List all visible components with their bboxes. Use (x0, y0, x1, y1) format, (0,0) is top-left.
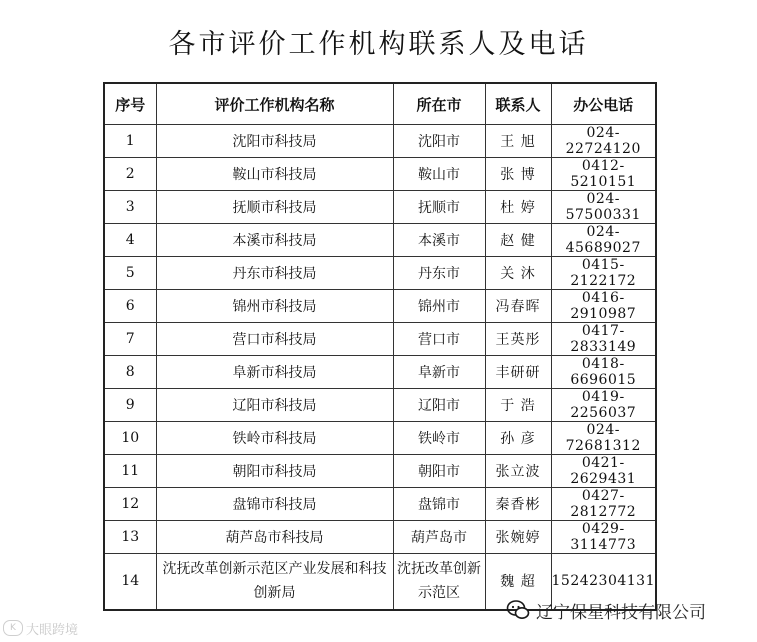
watermark-left-text: 大眼跨境 (26, 622, 79, 638)
row-index: 10 (104, 422, 156, 455)
org-name: 沈抚改革创新示范区产业发展和科技创新局 (156, 554, 393, 610)
org-name: 阜新市科技局 (156, 356, 393, 389)
contact-person: 赵 健 (485, 224, 551, 257)
watermark-logo-icon: K (3, 620, 23, 636)
city-name: 抚顺市 (393, 191, 485, 224)
city-name: 盘锦市 (393, 488, 485, 521)
city-name: 沈阳市 (393, 125, 485, 158)
header-phone: 办公电话 (551, 83, 656, 125)
city-name: 铁岭市 (393, 422, 485, 455)
table-row (104, 521, 656, 554)
office-phone: 0419-2256037 (551, 389, 656, 422)
table-row (104, 422, 656, 455)
contact-person: 秦香彬 (485, 488, 551, 521)
table-row (104, 125, 656, 158)
table-row (104, 191, 656, 224)
office-phone: 0417-2833149 (551, 323, 656, 356)
watermark-right (506, 597, 706, 623)
city-name: 鞍山市 (393, 158, 485, 191)
org-name: 辽阳市科技局 (156, 389, 393, 422)
table-header-row (104, 83, 656, 125)
contact-person: 张婉婷 (485, 521, 551, 554)
city-name: 营口市 (393, 323, 485, 356)
org-name: 葫芦岛市科技局 (156, 521, 393, 554)
city-name: 丹东市 (393, 257, 485, 290)
row-index: 2 (104, 158, 156, 191)
office-phone: 0421-2629431 (551, 455, 656, 488)
header-contact: 联系人 (485, 83, 551, 125)
watermark-left (3, 618, 78, 638)
office-phone: 0429-3114773 (551, 521, 656, 554)
header-index: 序号 (104, 83, 156, 125)
org-name: 盘锦市科技局 (156, 488, 393, 521)
org-name: 丹东市科技局 (156, 257, 393, 290)
city-name: 沈抚改革创新示范区 (393, 554, 485, 610)
contact-person: 张立波 (485, 455, 551, 488)
city-name: 辽阳市 (393, 389, 485, 422)
contacts-table (103, 82, 657, 611)
document-title: 各市评价工作机构联系人及电话 (168, 29, 589, 61)
org-name: 本溪市科技局 (156, 224, 393, 257)
header-org: 评价工作机构名称 (156, 83, 393, 125)
office-phone: 024-57500331 (551, 191, 656, 224)
office-phone: 024-45689027 (551, 224, 656, 257)
contact-person: 杜 婷 (485, 191, 551, 224)
org-name: 抚顺市科技局 (156, 191, 393, 224)
table-row (104, 356, 656, 389)
contact-person: 王英彤 (485, 323, 551, 356)
row-index: 8 (104, 356, 156, 389)
contact-person: 孙 彦 (485, 422, 551, 455)
row-index: 9 (104, 389, 156, 422)
row-index: 6 (104, 290, 156, 323)
city-name: 阜新市 (393, 356, 485, 389)
office-phone: 0415-2122172 (551, 257, 656, 290)
org-name: 沈阳市科技局 (156, 125, 393, 158)
city-name: 本溪市 (393, 224, 485, 257)
row-index: 5 (104, 257, 156, 290)
table-row (104, 257, 656, 290)
org-name: 铁岭市科技局 (156, 422, 393, 455)
row-index: 1 (104, 125, 156, 158)
org-name: 朝阳市科技局 (156, 455, 393, 488)
office-phone: 15242304131 (551, 554, 656, 610)
table-row (104, 158, 656, 191)
table-row (104, 290, 656, 323)
row-index: 13 (104, 521, 156, 554)
table-row (104, 488, 656, 521)
row-index: 14 (104, 554, 156, 610)
office-phone: 0418-6696015 (551, 356, 656, 389)
wechat-icon (506, 599, 530, 621)
contact-person: 丰研研 (485, 356, 551, 389)
org-name: 锦州市科技局 (156, 290, 393, 323)
table-row (104, 389, 656, 422)
row-index: 11 (104, 455, 156, 488)
table-row (104, 323, 656, 356)
city-name: 葫芦岛市 (393, 521, 485, 554)
watermark-right-text: 辽宁保星科技有限公司 (536, 602, 706, 623)
office-phone: 024-22724120 (551, 125, 656, 158)
table-row (104, 224, 656, 257)
contact-person: 魏 超 (485, 554, 551, 610)
row-index: 12 (104, 488, 156, 521)
contact-person: 张 博 (485, 158, 551, 191)
header-city: 所在市 (393, 83, 485, 125)
row-index: 3 (104, 191, 156, 224)
office-phone: 0416-2910987 (551, 290, 656, 323)
row-index: 7 (104, 323, 156, 356)
row-index: 4 (104, 224, 156, 257)
city-name: 朝阳市 (393, 455, 485, 488)
contact-person: 关 沐 (485, 257, 551, 290)
office-phone: 024-72681312 (551, 422, 656, 455)
org-name: 鞍山市科技局 (156, 158, 393, 191)
office-phone: 0427-2812772 (551, 488, 656, 521)
table-row (104, 455, 656, 488)
office-phone: 0412-5210151 (551, 158, 656, 191)
org-name: 营口市科技局 (156, 323, 393, 356)
contact-person: 王 旭 (485, 125, 551, 158)
contact-person: 冯春晖 (485, 290, 551, 323)
city-name: 锦州市 (393, 290, 485, 323)
contact-person: 于 浩 (485, 389, 551, 422)
